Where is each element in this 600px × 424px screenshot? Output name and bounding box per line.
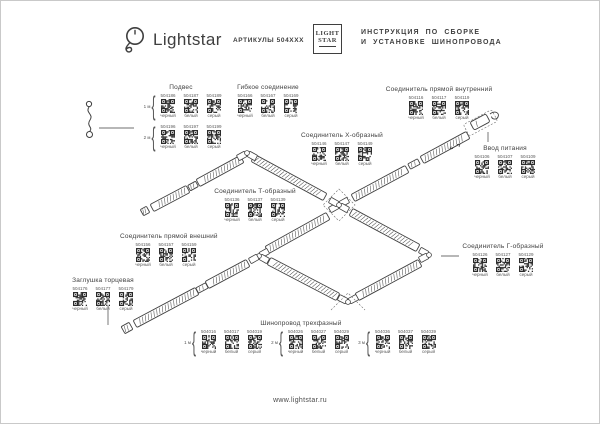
qr-item <box>331 329 352 355</box>
qr-row <box>131 90 231 122</box>
color-label: серый <box>422 349 436 354</box>
track-segment <box>267 257 340 300</box>
track-segment <box>355 259 422 300</box>
article-number: 504177 <box>95 286 111 291</box>
qr-code <box>182 248 196 262</box>
qr-code <box>475 160 489 174</box>
article-number: 504119 <box>454 95 470 100</box>
article-number: 504167 <box>260 93 276 98</box>
qr-item <box>452 95 473 121</box>
article-number: 504157 <box>158 242 174 247</box>
qr-code <box>136 248 150 262</box>
article-number: 504137 <box>247 197 263 202</box>
qr-item <box>179 242 200 268</box>
qr-code <box>335 147 349 161</box>
article-number: 504127 <box>495 252 511 257</box>
track-segment <box>196 155 244 186</box>
qr-row <box>459 252 547 278</box>
color-label: серый <box>335 349 349 354</box>
qr-row <box>230 93 306 119</box>
row-label: 1 м <box>143 103 151 109</box>
qr-item <box>395 329 416 355</box>
qr-code <box>376 335 390 349</box>
article-number: 504159 <box>181 242 197 247</box>
article-number: 504187 <box>183 93 199 98</box>
qr-item <box>472 154 493 180</box>
section-title: Гибкое соединение <box>237 84 299 91</box>
qr-code <box>455 101 469 115</box>
article-number: 504179 <box>118 286 134 291</box>
qr-item <box>355 141 376 167</box>
article-number: 504139 <box>270 197 286 202</box>
qr-code <box>73 292 87 306</box>
qr-row <box>369 95 509 121</box>
article-number: 504166 <box>237 93 253 98</box>
section-x_obraznyy <box>300 132 384 172</box>
qr-code <box>312 147 326 161</box>
qr-code <box>96 292 110 306</box>
color-label: серый <box>248 349 262 354</box>
article-number: 504106 <box>474 154 490 159</box>
article-number: 504016 <box>201 329 217 334</box>
qr-item <box>493 252 514 278</box>
track-segment <box>420 131 470 163</box>
qr-item <box>244 329 265 355</box>
qr-code <box>161 99 175 113</box>
color-label: серый <box>207 144 221 149</box>
qr-code <box>248 335 262 349</box>
qr-code <box>399 335 413 349</box>
qr-code <box>284 99 298 113</box>
color-label: белый <box>335 161 349 166</box>
qr-row <box>300 141 384 167</box>
color-label: черный <box>408 115 424 120</box>
color-label: черный <box>200 349 217 354</box>
section-title: Соединитель Т-образный <box>214 188 296 195</box>
qr-item <box>181 124 202 150</box>
article-number: 504199 <box>206 124 222 129</box>
qr-code <box>335 335 349 349</box>
row-label: 2 м <box>143 134 151 140</box>
article-number: 504107 <box>497 154 513 159</box>
section-title: Соединитель Г-образный <box>462 243 544 250</box>
color-label: белый <box>432 115 446 120</box>
qr-item <box>158 93 179 119</box>
section-pryamoy_vneshniy <box>120 233 218 273</box>
end-piece <box>140 206 150 216</box>
qr-item <box>418 329 439 355</box>
section-shinoprovod <box>179 320 437 358</box>
article-number: 504147 <box>334 141 350 146</box>
color-label: белый <box>248 217 262 222</box>
brand-wordmark: Lightstar <box>153 30 222 49</box>
qr-item <box>308 329 329 355</box>
color-label: белый <box>159 262 173 267</box>
color-label: серый <box>521 174 535 179</box>
qr-row <box>212 197 298 223</box>
section-zaglushka <box>65 277 141 317</box>
section-title: Заглушка торцевая <box>72 277 134 284</box>
qr-item <box>181 93 202 119</box>
color-label: серый <box>455 115 469 120</box>
qr-code <box>496 258 510 272</box>
qr-row <box>179 326 266 358</box>
article-number: 504029 <box>334 329 350 334</box>
qr-code <box>432 101 446 115</box>
qr-item <box>332 141 353 167</box>
qr-code <box>422 335 436 349</box>
color-label: серый <box>271 217 285 222</box>
article-number: 504026 <box>288 329 304 334</box>
qr-row <box>65 286 141 312</box>
color-label: белый <box>224 349 239 354</box>
qr-item <box>116 286 137 312</box>
color-label: черный <box>135 262 151 267</box>
end-cap <box>121 322 133 333</box>
color-label: серый <box>119 306 133 311</box>
qr-row <box>266 326 353 358</box>
qr-code <box>248 203 262 217</box>
color-label: белый <box>261 113 275 118</box>
brace: { <box>279 326 284 358</box>
qr-item <box>198 329 219 355</box>
qr-code <box>184 130 198 144</box>
color-label: белый <box>184 113 198 118</box>
track-segment <box>349 208 420 251</box>
qr-item <box>516 252 537 278</box>
qr-item <box>156 242 177 268</box>
connector-straight <box>188 181 199 191</box>
qr-code <box>184 99 198 113</box>
section-title: Подвес <box>169 84 193 91</box>
article-number: 504186 <box>160 93 176 98</box>
color-label: черный <box>374 349 391 354</box>
qr-code <box>225 335 239 349</box>
article-number: 504019 <box>247 329 263 334</box>
section-g_obraznyy <box>459 243 547 283</box>
section-title: Соединитель Х-образный <box>301 132 383 139</box>
color-label: черный <box>474 174 490 179</box>
article-number: 504149 <box>357 141 373 146</box>
pendant-icon <box>86 101 92 137</box>
qr-code <box>312 335 326 349</box>
qr-item <box>133 242 154 268</box>
qr-item <box>204 124 225 150</box>
article-number: 504109 <box>520 154 536 159</box>
qr-row <box>469 154 541 180</box>
qr-code <box>358 147 372 161</box>
brace: { <box>151 90 156 122</box>
row-label: 2 м <box>271 339 279 345</box>
article-number: 504129 <box>518 252 534 257</box>
color-label: белый <box>184 144 198 149</box>
brace: { <box>366 326 371 358</box>
color-label: белый <box>398 349 413 354</box>
box-logo-line2: STAR <box>318 36 337 44</box>
qr-item <box>495 154 516 180</box>
qr-code <box>225 203 239 217</box>
article-number: 504176 <box>72 286 88 291</box>
website-link[interactable]: www.lightstar.ru <box>273 397 327 404</box>
qr-row <box>353 326 440 358</box>
page-title-line1: ИНСТРУКЦИЯ ПО СБОРКЕ <box>361 29 481 36</box>
qr-item <box>268 197 289 223</box>
qr-item <box>158 124 179 150</box>
article-number: 504169 <box>283 93 299 98</box>
qr-item <box>235 93 256 119</box>
qr-code <box>519 258 533 272</box>
color-label: черный <box>287 349 304 354</box>
track-assembly-diagram <box>1 1 600 424</box>
article-number: 504017 <box>224 329 240 334</box>
qr-code <box>202 335 216 349</box>
brace: { <box>151 121 156 153</box>
article-number: 504117 <box>431 95 447 100</box>
color-label: серый <box>358 161 372 166</box>
track-segment <box>150 185 190 211</box>
qr-item <box>429 95 450 121</box>
qr-code <box>261 99 275 113</box>
section-podves <box>131 84 231 155</box>
article-number: 504196 <box>160 124 176 129</box>
article-number: 504189 <box>206 93 222 98</box>
qr-code <box>159 248 173 262</box>
article-number: 504197 <box>183 124 199 129</box>
box-logo-line1: LIGHT <box>315 30 340 38</box>
qr-item <box>285 329 306 355</box>
connector-straight-outer <box>196 283 209 293</box>
page-title-line2: И УСТАНОВКЕ ШИНОПРОВОДА <box>361 39 502 46</box>
article-number: 504039 <box>421 329 437 334</box>
color-label: черный <box>472 272 488 277</box>
articles-label: АРТИКУЛЫ 504XXX <box>233 37 305 44</box>
color-label: белый <box>96 306 110 311</box>
section-vvod_pitaniya <box>469 145 541 185</box>
qr-item <box>245 197 266 223</box>
qr-item <box>204 93 225 119</box>
qr-item <box>281 93 302 119</box>
qr-code <box>161 130 175 144</box>
color-label: серый <box>284 113 298 118</box>
article-number: 504136 <box>224 197 240 202</box>
color-label: серый <box>207 113 221 118</box>
color-label: черный <box>237 113 253 118</box>
section-gibkoe <box>230 84 306 124</box>
qr-item <box>222 197 243 223</box>
qr-code <box>498 160 512 174</box>
color-label: серый <box>519 272 533 277</box>
qr-code <box>289 335 303 349</box>
qr-item <box>70 286 91 312</box>
qr-item <box>258 93 279 119</box>
section-title: Шинопровод трехфазный <box>260 320 342 327</box>
brace: { <box>192 326 197 358</box>
color-label: черный <box>224 217 240 222</box>
color-label: белый <box>496 272 510 277</box>
section-t_obraznyy <box>212 188 298 228</box>
qr-item <box>470 252 491 278</box>
qr-code <box>271 203 285 217</box>
section-pryamoy_vnutrenniy <box>369 86 509 126</box>
qr-code <box>473 258 487 272</box>
color-label: черный <box>311 161 327 166</box>
qr-code <box>521 160 535 174</box>
qr-code <box>409 101 423 115</box>
qr-row <box>120 242 212 268</box>
qr-code <box>207 130 221 144</box>
qr-code <box>207 99 221 113</box>
article-number: 504036 <box>375 329 391 334</box>
color-label: черный <box>72 306 88 311</box>
section-title: Ввод питания <box>483 145 527 152</box>
color-label: серый <box>182 262 196 267</box>
qr-code <box>119 292 133 306</box>
color-label: белый <box>311 349 326 354</box>
section-title: Соединитель прямой внешний <box>120 233 218 240</box>
row-label: 3 м <box>358 339 366 345</box>
qr-row <box>131 121 231 153</box>
qr-item <box>93 286 114 312</box>
color-label: белый <box>498 174 512 179</box>
qr-item <box>406 95 427 121</box>
row-label: 1 м <box>184 339 191 345</box>
qr-item <box>518 154 539 180</box>
connector-straight-inner <box>408 159 421 169</box>
article-number: 504116 <box>408 95 424 100</box>
qr-code <box>238 99 252 113</box>
section-title: Соединитель прямой внутренний <box>385 86 493 93</box>
color-label: черный <box>160 144 176 149</box>
qr-item <box>309 141 330 167</box>
article-number: 504156 <box>135 242 151 247</box>
article-number: 504037 <box>398 329 414 334</box>
article-number: 504126 <box>472 252 488 257</box>
qr-item <box>372 329 393 355</box>
article-number: 504027 <box>311 329 327 334</box>
qr-item <box>221 329 242 355</box>
article-number: 504146 <box>311 141 327 146</box>
color-label: черный <box>160 113 176 118</box>
